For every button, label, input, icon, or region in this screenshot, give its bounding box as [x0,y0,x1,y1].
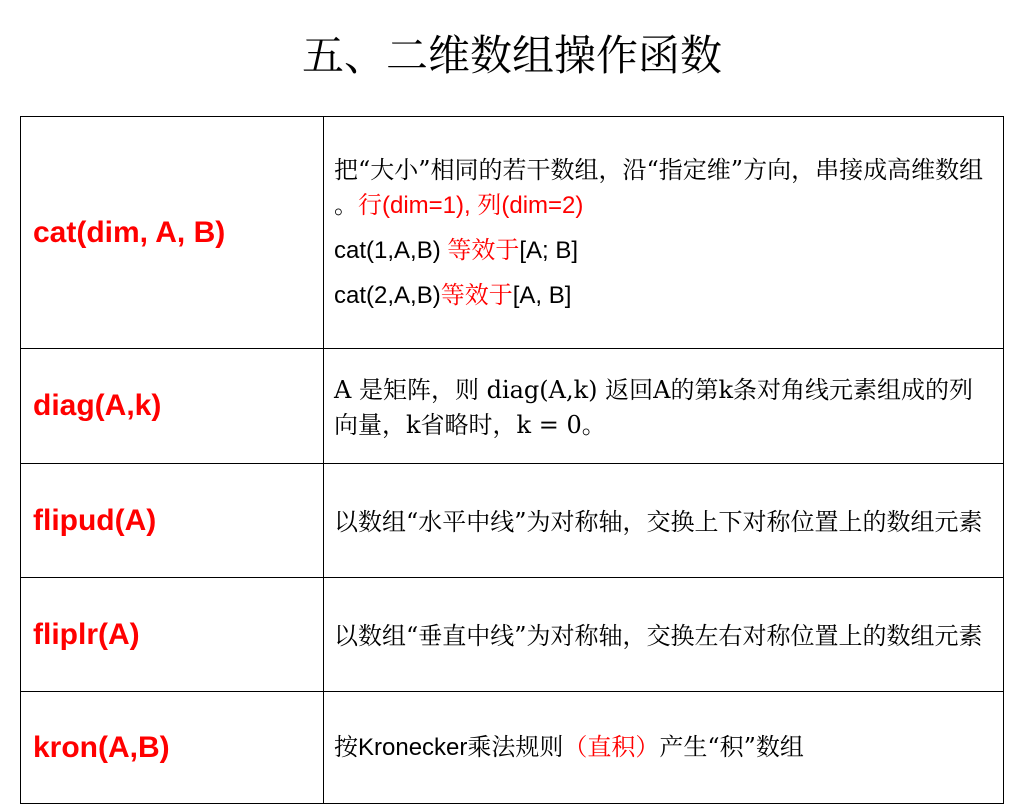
function-description-diag: A 是矩阵，则 diag(A,k) 返回A的第k条对角线元素组成的列向量，k省略时，k = 0。 [324,349,1004,464]
description-text [334,153,991,223]
table-row [21,117,1004,349]
description-tail: 产生“积”数组 [659,733,804,761]
table-row [21,692,1004,804]
function-table [20,116,1004,804]
table-row [21,464,1004,578]
code-text: cat(2,A,B) [334,281,441,309]
function-description-fliplr: 以数组“垂直中线”为对称轴，交换左右对称位置上的数组元素 [324,578,1004,692]
direct-product-note: （直积） [563,733,660,761]
function-description-flipud: 以数组“水平中线”为对称轴，交换上下对称位置上的数组元素 [324,464,1004,578]
page-title: 五、二维数组操作函数 [301,31,722,80]
description-main: 按Kronecker乘法规则 [334,734,564,761]
table-row [21,349,1004,464]
function-name-fliplr: fliplr(A) [21,578,324,692]
description-main: 把“大小”相同的若干数组，沿“指定维”方向，串接成高维数组 。 [334,155,984,219]
equivalence-line-2 [334,278,991,313]
code-text: [A; B] [519,236,579,264]
dimension-note: 行(dim=1), 列(dim=2) [358,191,584,219]
equivalence-line-1 [334,233,991,268]
function-description-kron [324,692,1004,804]
function-name-kron: kron(A,B) [21,692,324,804]
code-text: [A, B] [512,281,572,309]
function-name-diag: diag(A,k) [21,349,324,464]
table-row [21,578,1004,692]
function-name-cat: cat(dim, A, B) [21,117,324,349]
function-name-flipud: flipud(A) [21,464,324,578]
equivalent-label: 等效于 [440,281,513,309]
function-description-cat [324,117,1004,349]
equivalent-label: 等效于 [447,236,520,264]
code-text: cat(1,A,B) [334,236,448,264]
